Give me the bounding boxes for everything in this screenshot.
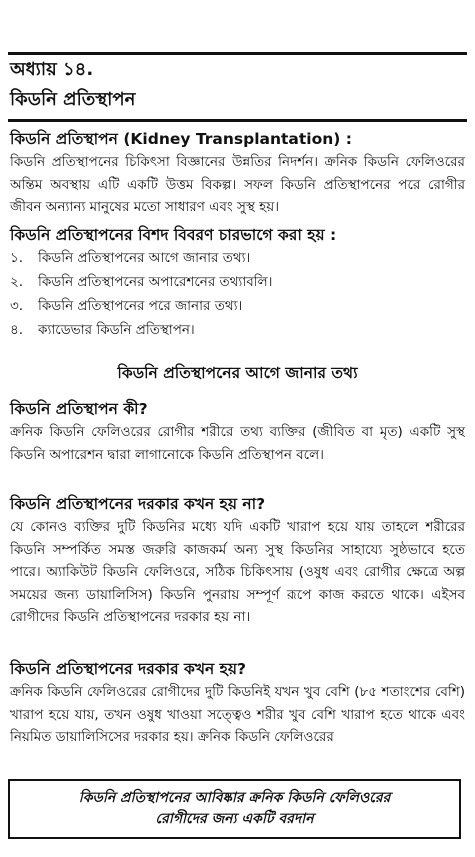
needed-paragraph: ক্রনিক কিডনি ফেলিওরের রোগীদের দুটি কিডনিই যখন খুব বেশি (৮৫ শতাংশের বেশি) খারাপ হয়ে যায়, তখন ওষুধ খাওয়া সত্ত্বেও শরীর খুব বেশি খারাপ হতে থাকে এবং নিয়মিত ডায়ালিসিসের দরকার হয়। ক্রনিক কিডনি ফেলিওরের [10,684,465,745]
list-item [10,271,273,293]
chapter-title: কিডনি প্রতিস্থাপন [10,89,136,110]
not-needed-heading: কিডনি প্রতিস্থাপনের দরকার কখন হয় না? [10,495,266,513]
list-item [10,295,242,317]
list-item [10,319,195,341]
list-item-number: ৪. [10,322,24,338]
list-item-text: ক্যাডেভার কিডনি প্রতিস্থাপন। [38,322,195,338]
callout-box [8,779,461,839]
intro-paragraph: কিডনি প্রতিস্থাপনের চিকিৎসা বিজ্ঞানের উন্নতির নিদর্শন। ক্রনিক কিডনি ফেলিওরের অন্তিম অবস্থায় এটি একটি উত্তম বিকল্প। সফল কিডনি প্রতিস্থাপনের পরে রোগীর জীবন অন্যান্য মানুষের মতো সাধারণ এবং সুস্থ হয়। [10,154,465,215]
list-item-number: ১. [10,250,24,266]
what-heading: কিডনি প্রতিস্থাপন কী? [10,400,148,418]
not-needed-paragraph: যে কোনও ব্যক্তির দুটি কিডনির মধ্যে যদি একটি খারাপ হয়ে যায় তাহলে শরীরের কিডনি সম্পর্কিত সমস্ত জরুরি কাজকর্ম অন্য সুস্থ কিডনির সাহায্যে সুষ্ঠভাবে হতে পারে। অ্যাকিউট কিডনি ফেলিওরে, সঠিক চিকিৎসায় (ওষুধ এবং রোগীর ক্ষেত্রে অল্প সময়ের জন্য ডায়ালিসিস) কিডনি পুনরায় সম্পূর্ণ রূপে কাজ করতে থাকে। এইসব রোগীদের কিডনি প্রতিস্থাপনের দরকার হয় না। [10,519,465,625]
list-item-text: কিডনি প্রতিস্থাপনের পরে জানার তথ্য। [38,298,243,314]
parts-heading: কিডনি প্রতিস্থাপনের বিশদ বিবরণ চারভাগে করা হয় : [10,226,337,244]
document-page [8,0,467,857]
list-item-number: ৩. [10,298,24,314]
callout-line-2: রোগীদের জন্য একটি বরদান [155,811,314,827]
list-item-number: ২. [10,274,24,290]
list-item-text: কিডনি প্রতিস্থাপনের আগে জানার তথ্য। [38,250,251,266]
chapter-number: অধ্যায় ১৪. [10,59,94,80]
section-subtitle: কিডনি প্রতিস্থাপনের আগে জানার তথ্য [117,364,358,382]
needed-heading: কিডনি প্রতিস্থাপনের দরকার কখন হয়? [10,660,246,678]
list-item [10,247,250,269]
list-item-text: কিডনি প্রতিস্থাপনের অপারেশনের তথ্যাবলি। [38,274,273,290]
what-paragraph: ক্রনিক কিডনি ফেলিওরের রোগীর শরীরে তথ্য ব্যক্তির (জীবিত বা মৃত) একটি সুস্থ কিডনি অপারেশন দ্বারা লাগানোকে কিডনি প্রতিস্থাপন বলে। [10,424,465,463]
intro-heading: কিডনি প্রতিস্থাপন (Kidney Transplantation) : [10,130,352,148]
chapter-header [8,52,467,122]
callout-line-1: কিডনি প্রতিস্থাপনের আবিষ্কার ক্রনিক কিডনি ফেলিওরের [78,790,391,806]
